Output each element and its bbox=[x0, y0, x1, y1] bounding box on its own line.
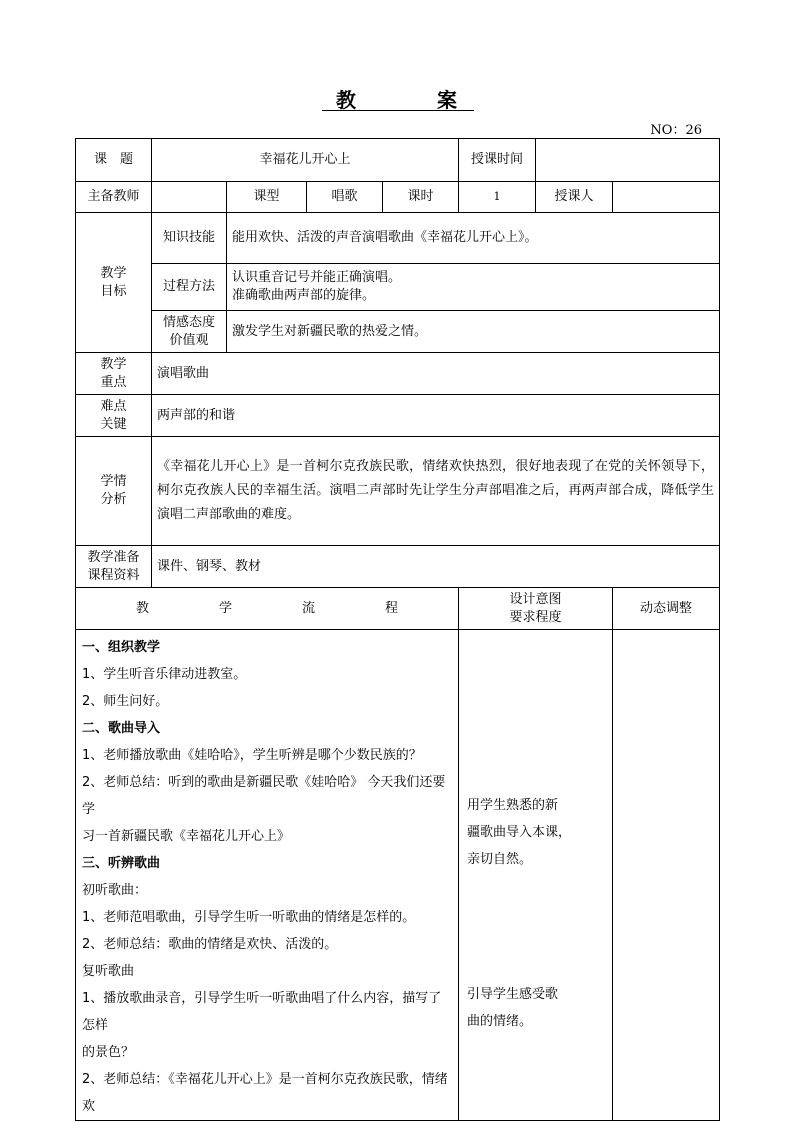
preparation-text: 课件、钢琴、教材 bbox=[152, 546, 720, 588]
lecturer-label: 授课人 bbox=[536, 182, 613, 213]
process-text bbox=[227, 264, 720, 311]
analysis-row bbox=[76, 437, 720, 546]
flow-intent bbox=[459, 630, 613, 1121]
flow-line: 2、老师总结：听到的歌曲是新疆民歌《娃哈哈》 今天我们还要学 bbox=[82, 775, 446, 817]
process-text-line2: 准确歌曲两声部的旋律。 bbox=[232, 288, 376, 303]
preparation-row bbox=[76, 546, 720, 588]
emotion-label bbox=[152, 311, 227, 353]
key-point-label-line1: 教学 bbox=[100, 356, 127, 372]
intent-line: 疆歌曲导入本课， bbox=[467, 825, 572, 840]
document-number: NO：26 bbox=[650, 123, 702, 138]
teacher-value bbox=[152, 182, 227, 213]
flow-header-char: 流 bbox=[301, 600, 315, 616]
intent-line bbox=[467, 873, 604, 900]
preparation-label-line2: 课程资料 bbox=[87, 567, 140, 583]
flow-header-char: 程 bbox=[384, 600, 398, 616]
time-value bbox=[536, 139, 720, 182]
objectives-label bbox=[76, 213, 152, 353]
time-label: 授课时间 bbox=[459, 139, 536, 182]
intent-header-line2: 要求程度 bbox=[509, 609, 562, 625]
flow-line: 1、播放歌曲录音，引导学生听一听歌曲唱了什么内容，描写了怎样 bbox=[82, 991, 442, 1033]
flow-body-row bbox=[76, 630, 720, 1121]
difficulty-label-line1: 难点 bbox=[100, 398, 127, 414]
process-text-line1: 认识重音记号并能正确演唱。 bbox=[232, 270, 402, 285]
objectives-label-line1: 教学 bbox=[100, 265, 127, 281]
teacher-row bbox=[76, 182, 720, 213]
flow-header-char: 学 bbox=[218, 600, 232, 616]
key-point-label-line2: 重点 bbox=[100, 374, 127, 390]
flow-header-intent bbox=[459, 588, 613, 630]
intent-line: 引导学生感受歌 bbox=[467, 987, 559, 1002]
intent-line bbox=[467, 900, 604, 927]
flow-section-heading: 一、组织教学 bbox=[82, 640, 161, 655]
flow-line: 1、老师范唱歌曲，引导学生听一听歌曲的情绪是怎样的。 bbox=[82, 910, 416, 925]
topic-row bbox=[76, 139, 720, 182]
title-underline bbox=[322, 110, 474, 111]
intent-header-line1: 设计意图 bbox=[509, 591, 562, 607]
type-label: 课型 bbox=[227, 182, 307, 213]
flow-adjust bbox=[613, 630, 720, 1121]
analysis-label bbox=[76, 437, 152, 546]
topic-label: 课 题 bbox=[76, 139, 152, 182]
difficulty-text: 两声部的和谐 bbox=[152, 395, 720, 437]
analysis-label-line1: 学情 bbox=[100, 474, 127, 489]
lecturer-value bbox=[613, 182, 720, 213]
objective-knowledge-row bbox=[76, 213, 720, 264]
hours-value: 1 bbox=[459, 182, 536, 213]
flow-header-adjust: 动态调整 bbox=[613, 588, 720, 630]
teacher-label: 主备教师 bbox=[76, 182, 152, 213]
document-title: 教 案 bbox=[336, 88, 458, 112]
flow-line: 1、学生听音乐律动进教室。 bbox=[82, 667, 247, 682]
preparation-label-line1: 教学准备 bbox=[87, 549, 140, 565]
intent-line bbox=[467, 657, 604, 684]
objective-emotion-row bbox=[76, 311, 720, 353]
key-point-row bbox=[76, 353, 720, 395]
knowledge-text: 能用欢快、活泼的声音演唱歌曲《幸福花儿开心上》。 bbox=[227, 213, 720, 264]
type-value: 唱歌 bbox=[307, 182, 383, 213]
flow-section-heading: 三、听辨歌曲 bbox=[82, 856, 161, 871]
preparation-label bbox=[76, 546, 152, 588]
flow-body bbox=[76, 630, 459, 1121]
flow-header-row bbox=[76, 588, 720, 630]
intent-line bbox=[467, 765, 604, 792]
intent-line bbox=[467, 954, 604, 981]
analysis-text: 《幸福花儿开心上》是一首柯尔克孜族民歌，情绪欢快热烈，很好地表现了在党的关怀领导下，柯尔克孜族人民的幸福生活。演唱二声部时先让学生分声部唱准之后，再两声部合成，降低学生演唱二声部歌曲的难度。 bbox=[152, 437, 720, 546]
flow-header-char: 教 bbox=[135, 600, 149, 616]
process-label: 过程方法 bbox=[152, 264, 227, 311]
flow-line: 初听歌曲： bbox=[82, 883, 148, 898]
flow-line: 2、老师总结：《幸福花儿开心上》是一首柯尔克孜族民歌，情绪欢 bbox=[82, 1072, 448, 1114]
difficulty-row bbox=[76, 395, 720, 437]
hours-label: 课时 bbox=[383, 182, 459, 213]
flow-line: 的景色？ bbox=[82, 1045, 135, 1060]
objective-process-row bbox=[76, 264, 720, 311]
intent-line bbox=[467, 927, 604, 954]
intent-line: 亲切自然。 bbox=[467, 852, 533, 867]
flow-line: 2、老师总结：歌曲的情绪是欢快、活泼的。 bbox=[82, 937, 338, 952]
objectives-label-line2: 目标 bbox=[100, 283, 127, 299]
emotion-label-line1: 情感态度 bbox=[162, 314, 215, 330]
emotion-text: 激发学生对新疆民歌的热爱之情。 bbox=[227, 311, 720, 353]
intent-line bbox=[467, 738, 604, 765]
key-point-text: 演唱歌曲 bbox=[152, 353, 720, 395]
analysis-label-line2: 分析 bbox=[100, 492, 127, 507]
flow-line: 2、师生问好。 bbox=[82, 694, 169, 709]
key-point-label bbox=[76, 353, 152, 395]
intent-line bbox=[467, 684, 604, 711]
difficulty-label-line2: 关键 bbox=[100, 416, 127, 432]
intent-line bbox=[467, 711, 604, 738]
intent-line: 曲的情绪。 bbox=[467, 1014, 533, 1029]
flow-line: 习一首新疆民歌《幸福花儿开心上》 bbox=[82, 829, 291, 844]
topic-value: 幸福花儿开心上 bbox=[152, 139, 459, 182]
knowledge-label: 知识技能 bbox=[152, 213, 227, 264]
difficulty-label bbox=[76, 395, 152, 437]
intent-line: 用学生熟悉的新 bbox=[467, 798, 559, 813]
flow-header-process bbox=[76, 588, 459, 630]
flow-section-heading: 二、歌曲导入 bbox=[82, 721, 161, 736]
lesson-plan-table bbox=[75, 138, 720, 1121]
intent-line bbox=[467, 630, 604, 657]
emotion-label-line2: 价值观 bbox=[169, 332, 209, 348]
flow-line: 复听歌曲 bbox=[82, 964, 135, 979]
flow-line: 1、老师播放歌曲《娃哈哈》，学生听辨是哪个少数民族的？ bbox=[82, 748, 422, 763]
